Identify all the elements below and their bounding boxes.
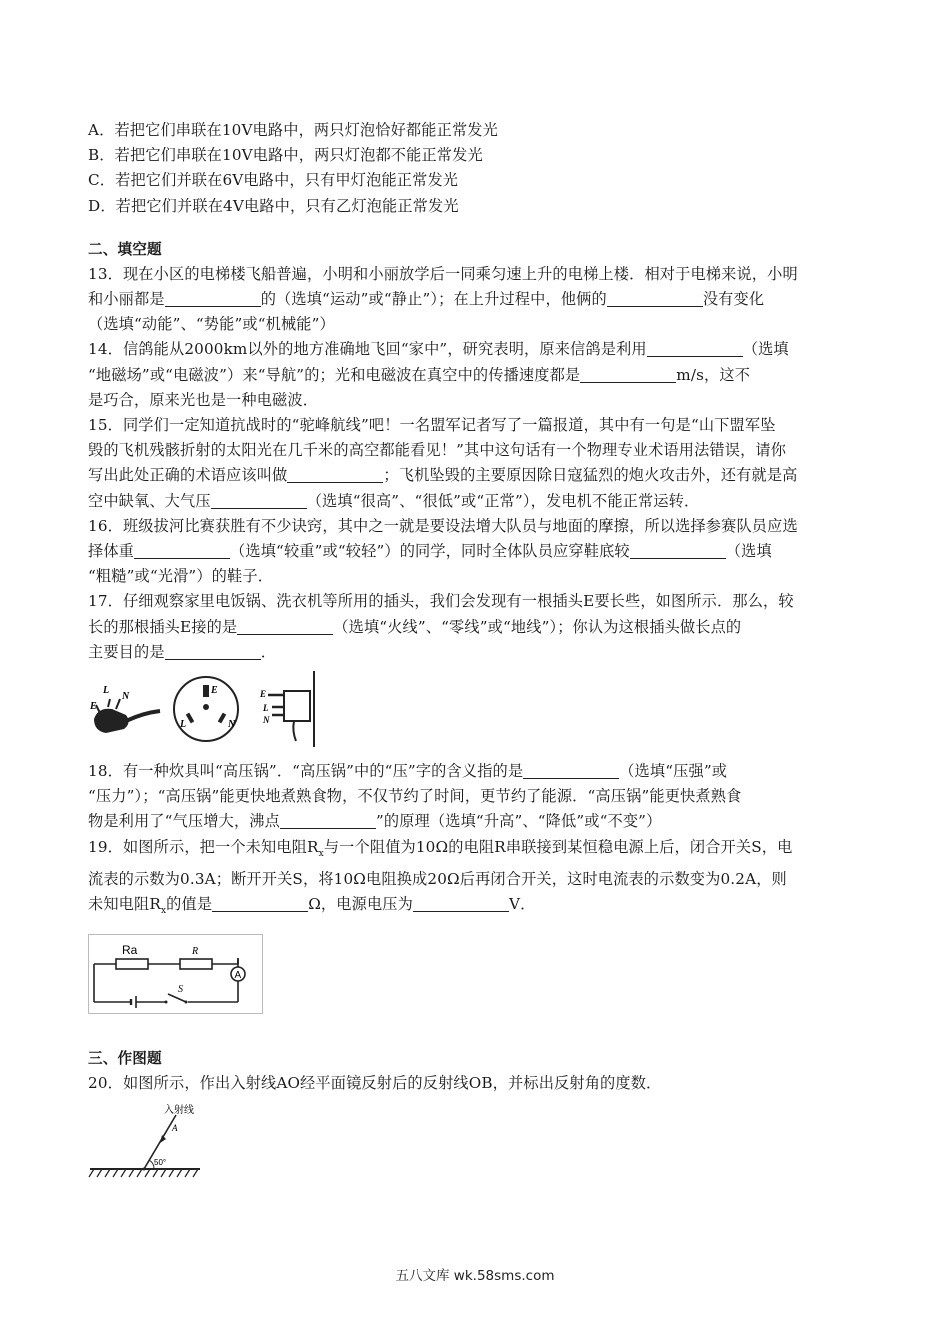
socket-label-l: L: [180, 719, 187, 731]
circuit-figure: [88, 934, 860, 1018]
option-c: C．若把它们并联在6V电路中，只有甲灯泡能正常发光: [88, 171, 459, 190]
q14-line2: “地磁场”或“电磁波”）来“导航”的；光和电磁波在真空中的传播速度都是 m/s，这不: [88, 365, 751, 384]
answer-blank[interactable]: [647, 340, 743, 357]
switch-label: S: [178, 984, 183, 996]
option-b: B．若把它们串联在10V电路中，两只灯泡都不能正常发光: [88, 146, 483, 165]
wall-label-l: L: [263, 703, 269, 714]
document-page: [88, 118, 860, 1198]
answer-blank[interactable]: [287, 466, 383, 483]
resistor-ra: [116, 959, 148, 969]
ammeter-label: A: [234, 970, 242, 982]
q14-line1: 14．信鸽能从2000km以外的地方准确地飞回“家中”，研究表明，原来信鸽是利用 （选填: [88, 340, 789, 359]
q18-line1: 18．有一种炊具叫“高压锅”．“高压锅”中的“压”字的含义指的是 （选填“压强”或: [88, 762, 728, 781]
angle-label: 50°: [154, 1157, 167, 1167]
answer-blank[interactable]: [413, 895, 509, 912]
q17-line2: 长的那根插头E接的是 （选填“火线”、“零线”或“地线”）；你认为这根插头做长点的: [88, 617, 742, 636]
circuit-diagram: [88, 934, 263, 1014]
mirror-diagram: [88, 1103, 208, 1188]
q18-line3: 物是利用了“气压增大，沸点 ”的原理（选填“升高”、“降低”或“不变”）: [88, 812, 662, 831]
wall-label-e: E: [260, 689, 267, 700]
q15-line1: 15．同学们一定知道抗战时的“驼峰航线”吧！一名盟军记者写了一篇报道，其中有一句是“山下盟军坠: [88, 416, 776, 435]
answer-blank[interactable]: [212, 895, 308, 912]
answer-blank[interactable]: [237, 618, 333, 635]
answer-blank[interactable]: [523, 762, 619, 779]
plug-icon: [89, 685, 160, 733]
wall-plug-icon: [259, 671, 314, 747]
socket-label-n: N: [228, 719, 236, 731]
answer-blank[interactable]: [280, 812, 376, 829]
q17-line1: 17．仔细观察家里电饭锅、洗衣机等所用的插头，我们会发现有一根插头E要长些，如图所示．那么，较: [88, 592, 794, 611]
resistor-r-label: R: [192, 946, 199, 958]
plug-diagram: [88, 669, 328, 749]
q15-line3: 写出此处正确的术语应该叫做 ；飞机坠毁的主要原因除日寇猛烈的炮火攻击外，还有就是高: [88, 466, 798, 485]
socket-icon: [174, 677, 238, 741]
answer-blank[interactable]: [165, 643, 261, 660]
answer-blank[interactable]: [134, 542, 230, 559]
q13-line1: 13．现在小区的电梯楼飞船普遍，小明和小丽放学后一同乘匀速上升的电梯上楼．相对于电梯来说，小明: [88, 264, 798, 283]
section-title-drawing: 三、作图题: [88, 1050, 162, 1068]
point-a-label: A: [172, 1122, 178, 1133]
section-title-fill-blank: 二、填空题: [88, 240, 162, 258]
resistor-ra-label: Ra: [122, 943, 138, 958]
q15-line2: 毁的飞机残骸折射的太阳光在几千米的高空都能看见！”其中这句话有一个物理专业术语用法错误，请你: [88, 441, 787, 460]
wall-label-n: N: [263, 715, 270, 726]
q16-line1: 16．班级拔河比赛获胜有不少诀窍，其中之一就是要设法增大队员与地面的摩擦，所以选择参赛队员应选: [88, 516, 798, 535]
q19-line2: 流表的示数为0.3A；断开开关S，将10Ω电阻换成20Ω后再闭合开关，这时电流表的示数变为0.2A，则: [88, 869, 787, 888]
q13-line3: （选填“动能”、“势能”或“机械能”）: [88, 315, 335, 334]
q20-text: 20．如图所示，作出入射线AO经平面镜反射后的反射线OB，并标出反射角的度数．: [88, 1074, 662, 1093]
q16-line2: 择体重 （选填“较重”或“较轻”）的同学，同时全体队员应穿鞋底较 （选填: [88, 542, 772, 561]
answer-blank[interactable]: [580, 366, 676, 383]
q13-line2: 和小丽都是 的（选填“运动”或“静止”）；在上升过程中，他俩的 没有变化: [88, 290, 765, 309]
q18-line2: “压力”）；“高压锅”能更快地煮熟食物，不仅节约了时间，更节约了能源．“高压锅”能更快煮熟食: [88, 787, 742, 806]
socket-label-e: E: [211, 685, 218, 697]
q19-line3: 未知电阻$R_x$的值是 Ω，电源电压为 V．: [88, 895, 536, 917]
option-a: A．若把它们串联在10V电路中，两只灯泡恰好都能正常发光: [88, 121, 498, 139]
page-footer: 五八文库 wk.58sms.com: [395, 1268, 555, 1284]
plug-figure: [88, 669, 860, 753]
answer-blank[interactable]: [211, 492, 307, 509]
q19-line1: 19．如图所示，把一个未知电阻$R_x$与一个阻值为10Ω的电阻R串联接到某恒稳电源上后，闭合开关S，电: [88, 837, 793, 859]
answer-blank[interactable]: [165, 290, 261, 307]
q17-line3: 主要目的是 ．: [88, 642, 277, 661]
q15-line4: 空中缺氧、大气压 （选填“很高”、“很低”或“正常”），发电机不能正常运转．: [88, 491, 700, 510]
plug-label-n: N: [122, 691, 130, 703]
incident-ray-label: 入射线: [164, 1104, 194, 1116]
option-d: D．若把它们并联在4V电路中，只有乙灯泡能正常发光: [88, 196, 459, 215]
q16-line3: “粗糙”或“光滑”）的鞋子．: [88, 567, 274, 586]
plug-label-l: L: [103, 685, 110, 697]
plug-label-e: E: [90, 701, 97, 713]
answer-blank[interactable]: [630, 542, 726, 559]
q14-line3: 是巧合，原来光也是一种电磁波．: [88, 390, 319, 409]
mirror-figure: [88, 1103, 860, 1192]
resistor-r: [180, 959, 212, 969]
answer-blank[interactable]: [607, 290, 703, 307]
